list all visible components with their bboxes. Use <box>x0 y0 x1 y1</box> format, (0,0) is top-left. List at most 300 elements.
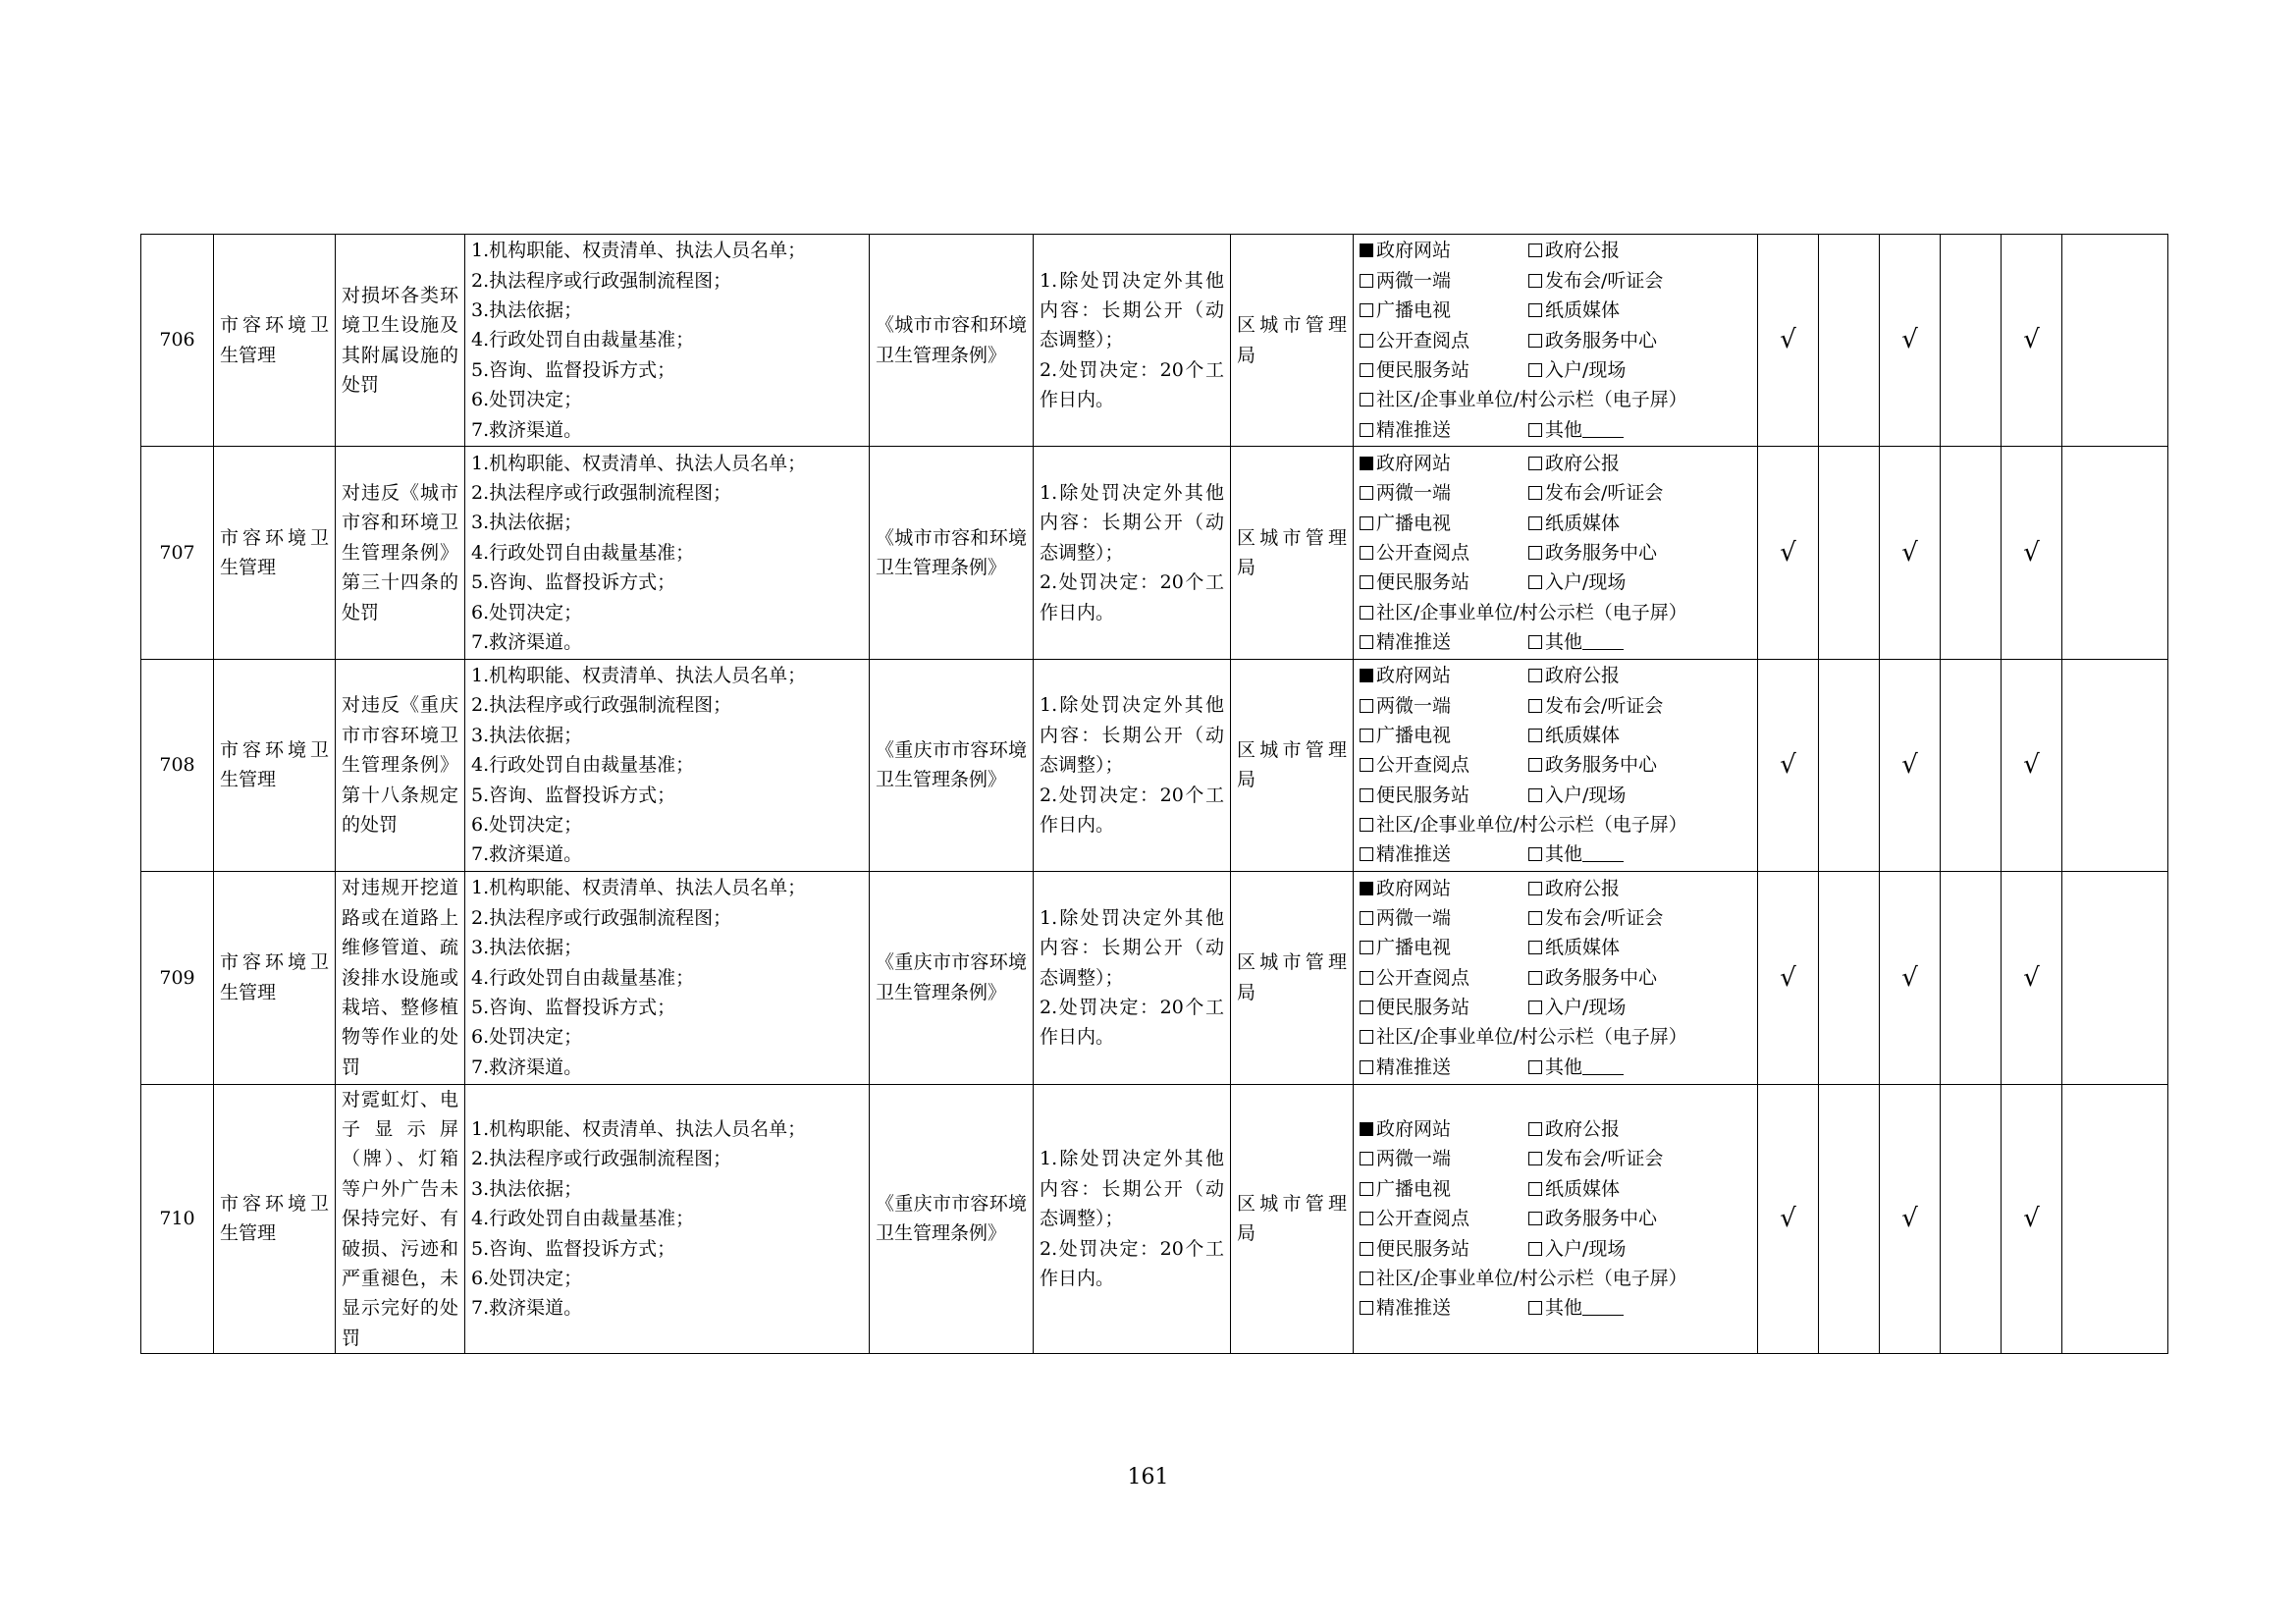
checkbox-icon[interactable] <box>1360 1030 1373 1044</box>
channel-door-to-door[interactable] <box>1528 993 1626 1022</box>
check-cell <box>2002 872 2062 1084</box>
channel-label: 公开查阅点 <box>1376 541 1470 564</box>
row-number: 707 <box>159 541 195 564</box>
checkbox-icon[interactable] <box>1360 486 1373 500</box>
channel-gov-gazette[interactable] <box>1528 874 1620 903</box>
content-line: 2.执法程序或行政强制流程图； <box>471 1148 732 1170</box>
checkbox-icon[interactable] <box>1528 1242 1542 1256</box>
content-line: 7.救济渠道。 <box>471 418 583 441</box>
channel-two-micro-one-end[interactable] <box>1360 1144 1528 1173</box>
checkbox-icon[interactable] <box>1528 1182 1542 1196</box>
check-cell <box>1758 659 1819 871</box>
check-cell <box>1880 659 1941 871</box>
category-cell <box>214 1084 336 1354</box>
content-line: 2.执法程序或行政强制流程图； <box>471 906 732 929</box>
channel-public-reading-room[interactable] <box>1360 963 1528 993</box>
content-line: 2.执法程序或行政强制流程图； <box>471 269 732 292</box>
checkbox-icon[interactable] <box>1528 303 1542 317</box>
category-text: 市容环境卫生管理 <box>220 314 329 366</box>
channel-gov-service-center[interactable] <box>1528 1204 1657 1233</box>
category-cell <box>214 872 336 1084</box>
content-cell <box>465 872 870 1084</box>
checkbox-icon[interactable] <box>1528 758 1542 772</box>
checkbox-icon[interactable] <box>1528 423 1542 437</box>
check-cell <box>1880 447 1941 659</box>
channel-door-to-door[interactable] <box>1528 355 1626 385</box>
channel-community-board[interactable] <box>1360 810 1687 839</box>
channel-gov-gazette[interactable] <box>1528 236 1620 265</box>
content-cell <box>465 1084 870 1354</box>
check-cell <box>1819 659 1880 871</box>
channel-label: 便民服务站 <box>1376 1237 1470 1260</box>
content-line: 2.执法程序或行政强制流程图； <box>471 482 732 505</box>
checkbox-icon[interactable] <box>1360 1242 1373 1256</box>
checkbox-icon[interactable] <box>1360 911 1373 925</box>
table-row <box>141 872 2168 1084</box>
other-blank-line <box>1582 1297 1624 1316</box>
checkbox-icon[interactable] <box>1360 1152 1373 1165</box>
timeline-cell <box>1034 235 1231 447</box>
channel-print-media[interactable] <box>1528 933 1620 962</box>
channel-other[interactable] <box>1528 839 1624 869</box>
content-line: 6.处罚决定； <box>471 814 583 837</box>
channel-label: 社区/企事业单位/村公示栏（电子屏） <box>1376 601 1687 623</box>
channel-label: 入户/现场 <box>1545 571 1627 594</box>
row-number-cell <box>141 659 214 871</box>
channel-gov-website[interactable] <box>1360 874 1528 903</box>
checkbox-icon[interactable] <box>1360 363 1373 377</box>
table-row <box>141 659 2168 871</box>
checkbox-icon[interactable] <box>1528 1152 1542 1165</box>
content-line: 3.执法依据； <box>471 512 583 534</box>
channel-label: 纸质媒体 <box>1545 299 1621 322</box>
channel-label: 政府公报 <box>1545 240 1621 262</box>
channel-gov-website[interactable] <box>1360 236 1528 265</box>
checkbox-icon[interactable] <box>1360 423 1373 437</box>
channel-label: 公开查阅点 <box>1376 1208 1470 1230</box>
checkbox-icon[interactable] <box>1360 788 1373 802</box>
content-line: 5.咨询、监督投诉方式； <box>471 784 676 806</box>
channel-precise-push[interactable] <box>1360 627 1528 657</box>
channels-cell <box>1354 235 1758 447</box>
channel-label: 发布会/听证会 <box>1545 269 1664 292</box>
checkbox-icon[interactable] <box>1360 393 1373 406</box>
item-cell <box>336 447 465 659</box>
row-number-cell <box>141 1084 214 1354</box>
channel-label: 广播电视 <box>1376 512 1452 534</box>
checkbox-icon[interactable] <box>1528 546 1542 560</box>
channel-label: 发布会/听证会 <box>1545 1148 1664 1170</box>
checkmark-icon: √ <box>2023 537 2040 568</box>
checkbox-icon[interactable] <box>1528 457 1542 470</box>
checkbox-icon[interactable] <box>1528 971 1542 985</box>
channel-label: 社区/企事业单位/村公示栏（电子屏） <box>1376 814 1687 837</box>
channel-public-reading-room[interactable] <box>1360 1204 1528 1233</box>
checkbox-icon[interactable] <box>1360 1182 1373 1196</box>
checkbox-icon[interactable] <box>1360 606 1373 620</box>
content-line: 3.执法依据； <box>471 1177 583 1200</box>
channel-community-board[interactable] <box>1360 598 1687 627</box>
channels-cell <box>1354 872 1758 1084</box>
channel-print-media[interactable] <box>1528 721 1620 750</box>
channel-public-reading-room[interactable] <box>1360 750 1528 780</box>
checkbox-icon[interactable] <box>1528 1212 1542 1225</box>
checkmark-icon: √ <box>2023 1204 2040 1234</box>
channel-press-conference[interactable] <box>1528 903 1663 933</box>
checkbox-checked-icon[interactable] <box>1360 669 1373 682</box>
content-cell <box>465 659 870 871</box>
channel-label: 发布会/听证会 <box>1545 906 1664 929</box>
row-number-cell <box>141 447 214 659</box>
checkbox-icon[interactable] <box>1528 486 1542 500</box>
channel-label: 纸质媒体 <box>1545 1177 1621 1200</box>
channel-label: 其他 <box>1545 1056 1583 1078</box>
channels-cell <box>1354 1084 1758 1354</box>
checkbox-icon[interactable] <box>1360 758 1373 772</box>
subject-text: 区城市管理局 <box>1237 739 1347 791</box>
content-line: 1.机构职能、权责清单、执法人员名单； <box>471 877 807 899</box>
channel-label: 便民服务站 <box>1376 571 1470 594</box>
channel-door-to-door[interactable] <box>1528 568 1626 597</box>
checkbox-checked-icon[interactable] <box>1360 882 1373 895</box>
content-line: 3.执法依据； <box>471 724 583 746</box>
checkbox-icon[interactable] <box>1360 729 1373 742</box>
channel-press-conference[interactable] <box>1528 691 1663 721</box>
channel-gov-service-center[interactable] <box>1528 750 1657 780</box>
check-cell <box>1758 1084 1819 1354</box>
checkbox-checked-icon[interactable] <box>1360 244 1373 257</box>
check-cell <box>1941 447 2002 659</box>
channel-print-media[interactable] <box>1528 509 1620 538</box>
content-line: 1.机构职能、权责清单、执法人员名单； <box>471 1117 807 1140</box>
category-cell <box>214 447 336 659</box>
basis-text: 《城市市容和环境卫生管理条例》 <box>876 314 1027 366</box>
channel-label: 入户/现场 <box>1545 1237 1627 1260</box>
checkbox-icon[interactable] <box>1528 1001 1542 1014</box>
checkbox-icon[interactable] <box>1360 818 1373 832</box>
other-blank-line <box>1582 843 1624 862</box>
timeline-line: 2.处罚决定：20个工作日内。 <box>1040 784 1224 837</box>
content-line: 3.执法依据； <box>471 937 583 959</box>
channel-label: 政府公报 <box>1545 877 1621 899</box>
channel-label: 政府公报 <box>1545 665 1621 687</box>
channel-convenience-station[interactable] <box>1360 355 1528 385</box>
other-blank-line <box>1582 419 1624 438</box>
channel-gov-service-center[interactable] <box>1528 538 1657 568</box>
basis-text: 《城市市容和环境卫生管理条例》 <box>876 526 1027 579</box>
channel-label: 广播电视 <box>1376 299 1452 322</box>
content-cell <box>465 447 870 659</box>
channel-gov-website[interactable] <box>1360 661 1528 690</box>
checkbox-icon[interactable] <box>1528 1060 1542 1074</box>
channel-convenience-station[interactable] <box>1360 568 1528 597</box>
channel-community-board[interactable] <box>1360 1022 1687 1052</box>
channel-precise-push[interactable] <box>1360 1293 1528 1323</box>
channel-print-media[interactable] <box>1528 1174 1620 1204</box>
content-line: 6.处罚决定； <box>471 1026 583 1049</box>
channel-label: 精准推送 <box>1376 1297 1452 1320</box>
checkbox-icon[interactable] <box>1528 911 1542 925</box>
channel-label: 两微一端 <box>1376 482 1452 505</box>
channel-convenience-station[interactable] <box>1360 993 1528 1022</box>
table-row <box>141 235 2168 447</box>
basis-text: 《重庆市市容环境卫生管理条例》 <box>876 1192 1027 1245</box>
item-text: 对损坏各类环境卫生设施及其附属设施的处罚 <box>342 284 458 397</box>
checkbox-icon[interactable] <box>1528 635 1542 649</box>
channel-convenience-station[interactable] <box>1360 781 1528 810</box>
checkmark-icon: √ <box>1780 537 1796 568</box>
channel-radio-tv[interactable] <box>1360 1174 1528 1204</box>
channel-community-board[interactable] <box>1360 385 1687 414</box>
checkbox-icon[interactable] <box>1360 635 1373 649</box>
checkbox-icon[interactable] <box>1528 334 1542 348</box>
basis-cell <box>870 1084 1034 1354</box>
subject-text: 区城市管理局 <box>1237 314 1347 366</box>
channel-label: 政府网站 <box>1376 452 1452 474</box>
check-cell <box>2062 872 2168 1084</box>
channel-gov-gazette[interactable] <box>1528 449 1620 478</box>
content-line: 3.执法依据； <box>471 299 583 322</box>
channel-two-micro-one-end[interactable] <box>1360 266 1528 296</box>
checkbox-icon[interactable] <box>1528 1122 1542 1136</box>
timeline-cell <box>1034 659 1231 871</box>
checkbox-icon[interactable] <box>1528 847 1542 861</box>
other-blank-line <box>1582 631 1624 650</box>
checkbox-icon[interactable] <box>1360 1301 1373 1315</box>
checkbox-icon[interactable] <box>1360 1272 1373 1285</box>
channel-press-conference[interactable] <box>1528 266 1663 296</box>
channel-two-micro-one-end[interactable] <box>1360 478 1528 508</box>
other-blank-line <box>1582 1056 1624 1075</box>
item-text: 对违规开挖道路或在道路上维修管道、疏浚排水设施或栽培、整修植物等作业的处罚 <box>342 877 458 1078</box>
channel-label: 政务服务中心 <box>1545 1208 1658 1230</box>
checkbox-icon[interactable] <box>1360 303 1373 317</box>
timeline-line: 1.除处罚决定外其他内容：长期公开（动态调整）； <box>1040 482 1224 564</box>
subject-cell <box>1231 235 1354 447</box>
check-cell <box>1758 872 1819 1084</box>
checkmark-icon: √ <box>1901 537 1918 568</box>
checkbox-checked-icon[interactable] <box>1360 1122 1373 1136</box>
content-line: 5.咨询、监督投诉方式； <box>471 1237 676 1260</box>
checkbox-icon[interactable] <box>1528 1301 1542 1315</box>
channel-label: 政府网站 <box>1376 1118 1452 1141</box>
channel-radio-tv[interactable] <box>1360 933 1528 962</box>
item-text: 对霓虹灯、电子显示屏（牌）、灯箱等户外广告未保持完好、有破损、污迹和严重褪色，未显示完好的处罚 <box>342 1088 458 1349</box>
subject-cell <box>1231 1084 1354 1354</box>
channel-community-board[interactable] <box>1360 1264 1687 1293</box>
channel-label: 其他 <box>1545 843 1583 866</box>
checkbox-icon[interactable] <box>1528 729 1542 742</box>
checkmark-icon: √ <box>1901 325 1918 355</box>
content-line: 4.行政处罚自由裁量基准； <box>471 541 695 564</box>
check-cell <box>1941 659 2002 871</box>
check-cell <box>2002 235 2062 447</box>
channel-press-conference[interactable] <box>1528 1144 1663 1173</box>
channel-label: 两微一端 <box>1376 1148 1452 1170</box>
checkbox-icon[interactable] <box>1360 971 1373 985</box>
channel-label: 入户/现场 <box>1545 358 1627 381</box>
channel-label: 入户/现场 <box>1545 997 1627 1019</box>
subject-text: 区城市管理局 <box>1237 951 1347 1003</box>
checkbox-icon[interactable] <box>1360 1060 1373 1074</box>
timeline-line: 2.处罚决定：20个工作日内。 <box>1040 997 1224 1049</box>
checkbox-icon[interactable] <box>1360 274 1373 288</box>
channels-cell <box>1354 659 1758 871</box>
content-line: 7.救济渠道。 <box>471 1297 583 1320</box>
channel-radio-tv[interactable] <box>1360 296 1528 325</box>
channel-label: 精准推送 <box>1376 1056 1452 1078</box>
item-text: 对违反《重庆市市容环境卫生管理条例》第十八条规定的处罚 <box>342 694 458 837</box>
checkmark-icon: √ <box>1901 1204 1918 1234</box>
channel-label: 精准推送 <box>1376 631 1452 654</box>
content-cell <box>465 235 870 447</box>
channel-label: 政府网站 <box>1376 240 1452 262</box>
channel-precise-push[interactable] <box>1360 839 1528 869</box>
category-cell <box>214 235 336 447</box>
check-cell <box>2062 1084 2168 1354</box>
checkbox-checked-icon[interactable] <box>1360 457 1373 470</box>
timeline-cell <box>1034 1084 1231 1354</box>
channel-radio-tv[interactable] <box>1360 509 1528 538</box>
channel-label: 纸质媒体 <box>1545 937 1621 959</box>
channel-label: 政府公报 <box>1545 1118 1621 1141</box>
channel-gov-website[interactable] <box>1360 449 1528 478</box>
timeline-line: 2.处罚决定：20个工作日内。 <box>1040 1237 1224 1289</box>
channel-label: 纸质媒体 <box>1545 724 1621 746</box>
channel-label: 两微一端 <box>1376 694 1452 717</box>
channel-other[interactable] <box>1528 627 1624 657</box>
channel-gov-service-center[interactable] <box>1528 963 1657 993</box>
channel-label: 发布会/听证会 <box>1545 482 1664 505</box>
content-line: 1.机构职能、权责清单、执法人员名单； <box>471 240 807 262</box>
disclosure-table <box>140 234 2168 1354</box>
checkbox-icon[interactable] <box>1360 941 1373 954</box>
checkbox-icon[interactable] <box>1528 699 1542 713</box>
channel-gov-service-center[interactable] <box>1528 326 1657 355</box>
channel-precise-push[interactable] <box>1360 415 1528 445</box>
channel-other[interactable] <box>1528 415 1624 445</box>
checkbox-icon[interactable] <box>1360 699 1373 713</box>
channel-print-media[interactable] <box>1528 296 1620 325</box>
check-cell <box>1758 235 1819 447</box>
checkbox-icon[interactable] <box>1360 334 1373 348</box>
channel-gov-gazette[interactable] <box>1528 661 1620 690</box>
check-cell <box>2062 235 2168 447</box>
check-cell <box>1941 235 2002 447</box>
content-line: 4.行政处罚自由裁量基准； <box>471 966 695 989</box>
checkbox-icon[interactable] <box>1360 1212 1373 1225</box>
channel-door-to-door[interactable] <box>1528 1234 1626 1264</box>
content-line: 6.处罚决定； <box>471 389 583 411</box>
channel-label: 社区/企事业单位/村公示栏（电子屏） <box>1376 1267 1687 1289</box>
channel-label: 广播电视 <box>1376 1177 1452 1200</box>
channel-gov-website[interactable] <box>1360 1114 1528 1144</box>
checkbox-icon[interactable] <box>1360 575 1373 589</box>
channel-label: 其他 <box>1545 418 1583 441</box>
channel-label: 广播电视 <box>1376 937 1452 959</box>
channel-other[interactable] <box>1528 1053 1624 1082</box>
channel-label: 精准推送 <box>1376 418 1452 441</box>
channel-precise-push[interactable] <box>1360 1053 1528 1082</box>
timeline-line: 1.除处罚决定外其他内容：长期公开（动态调整）； <box>1040 906 1224 989</box>
content-line: 5.咨询、监督投诉方式； <box>471 358 676 381</box>
channel-label: 入户/现场 <box>1545 784 1627 806</box>
checkmark-icon: √ <box>2023 325 2040 355</box>
category-text: 市容环境卫生管理 <box>220 951 329 1003</box>
channel-convenience-station[interactable] <box>1360 1234 1528 1264</box>
check-cell <box>1819 1084 1880 1354</box>
checkbox-icon[interactable] <box>1528 575 1542 589</box>
checkbox-icon[interactable] <box>1360 516 1373 530</box>
content-line: 4.行政处罚自由裁量基准； <box>471 754 695 777</box>
check-cell <box>1880 1084 1941 1354</box>
check-cell <box>2002 659 2062 871</box>
timeline-line: 1.除处罚决定外其他内容：长期公开（动态调整）； <box>1040 269 1224 352</box>
checkmark-icon: √ <box>1780 325 1796 355</box>
channel-two-micro-one-end[interactable] <box>1360 903 1528 933</box>
channel-label: 其他 <box>1545 631 1583 654</box>
content-line: 1.机构职能、权责清单、执法人员名单； <box>471 452 807 474</box>
channel-gov-gazette[interactable] <box>1528 1114 1620 1144</box>
checkbox-icon[interactable] <box>1528 788 1542 802</box>
channel-label: 纸质媒体 <box>1545 512 1621 534</box>
subject-cell <box>1231 447 1354 659</box>
check-cell <box>2002 1084 2062 1354</box>
checkbox-icon[interactable] <box>1528 941 1542 954</box>
checkbox-icon[interactable] <box>1528 882 1542 895</box>
check-cell <box>1819 447 1880 659</box>
channel-two-micro-one-end[interactable] <box>1360 691 1528 721</box>
channel-label: 两微一端 <box>1376 906 1452 929</box>
basis-text: 《重庆市市容环境卫生管理条例》 <box>876 951 1027 1003</box>
checkbox-icon[interactable] <box>1528 274 1542 288</box>
channel-press-conference[interactable] <box>1528 478 1663 508</box>
basis-cell <box>870 235 1034 447</box>
checkmark-icon: √ <box>1780 1204 1796 1234</box>
content-line: 4.行政处罚自由裁量基准； <box>471 1208 695 1230</box>
check-cell <box>1819 872 1880 1084</box>
checkbox-icon[interactable] <box>1528 516 1542 530</box>
content-line: 4.行政处罚自由裁量基准； <box>471 329 695 352</box>
content-line: 6.处罚决定； <box>471 1268 583 1289</box>
checkbox-icon[interactable] <box>1528 363 1542 377</box>
checkbox-icon[interactable] <box>1360 847 1373 861</box>
content-line: 7.救济渠道。 <box>471 631 583 654</box>
channel-radio-tv[interactable] <box>1360 721 1528 750</box>
checkbox-icon[interactable] <box>1528 244 1542 257</box>
checkbox-icon[interactable] <box>1528 669 1542 682</box>
channel-public-reading-room[interactable] <box>1360 326 1528 355</box>
subject-text: 区城市管理局 <box>1237 1192 1347 1245</box>
checkbox-icon[interactable] <box>1360 546 1373 560</box>
check-cell <box>2062 447 2168 659</box>
channel-public-reading-room[interactable] <box>1360 538 1528 568</box>
channel-door-to-door[interactable] <box>1528 781 1626 810</box>
content-line: 5.咨询、监督投诉方式； <box>471 571 676 594</box>
check-cell <box>1758 447 1819 659</box>
row-number: 710 <box>159 1208 195 1230</box>
checkmark-icon: √ <box>1901 962 1918 993</box>
timeline-line: 1.除处罚决定外其他内容：长期公开（动态调整）； <box>1040 1148 1224 1230</box>
channel-other[interactable] <box>1528 1293 1624 1323</box>
timeline-line: 2.处罚决定：20个工作日内。 <box>1040 358 1224 411</box>
channel-label: 政务服务中心 <box>1545 966 1658 989</box>
checkbox-icon[interactable] <box>1360 1001 1373 1014</box>
timeline-line: 2.处罚决定：20个工作日内。 <box>1040 571 1224 623</box>
timeline-cell <box>1034 447 1231 659</box>
item-text: 对违反《城市市容和环境卫生管理条例》第三十四条的处罚 <box>342 482 458 623</box>
check-cell <box>2062 659 2168 871</box>
